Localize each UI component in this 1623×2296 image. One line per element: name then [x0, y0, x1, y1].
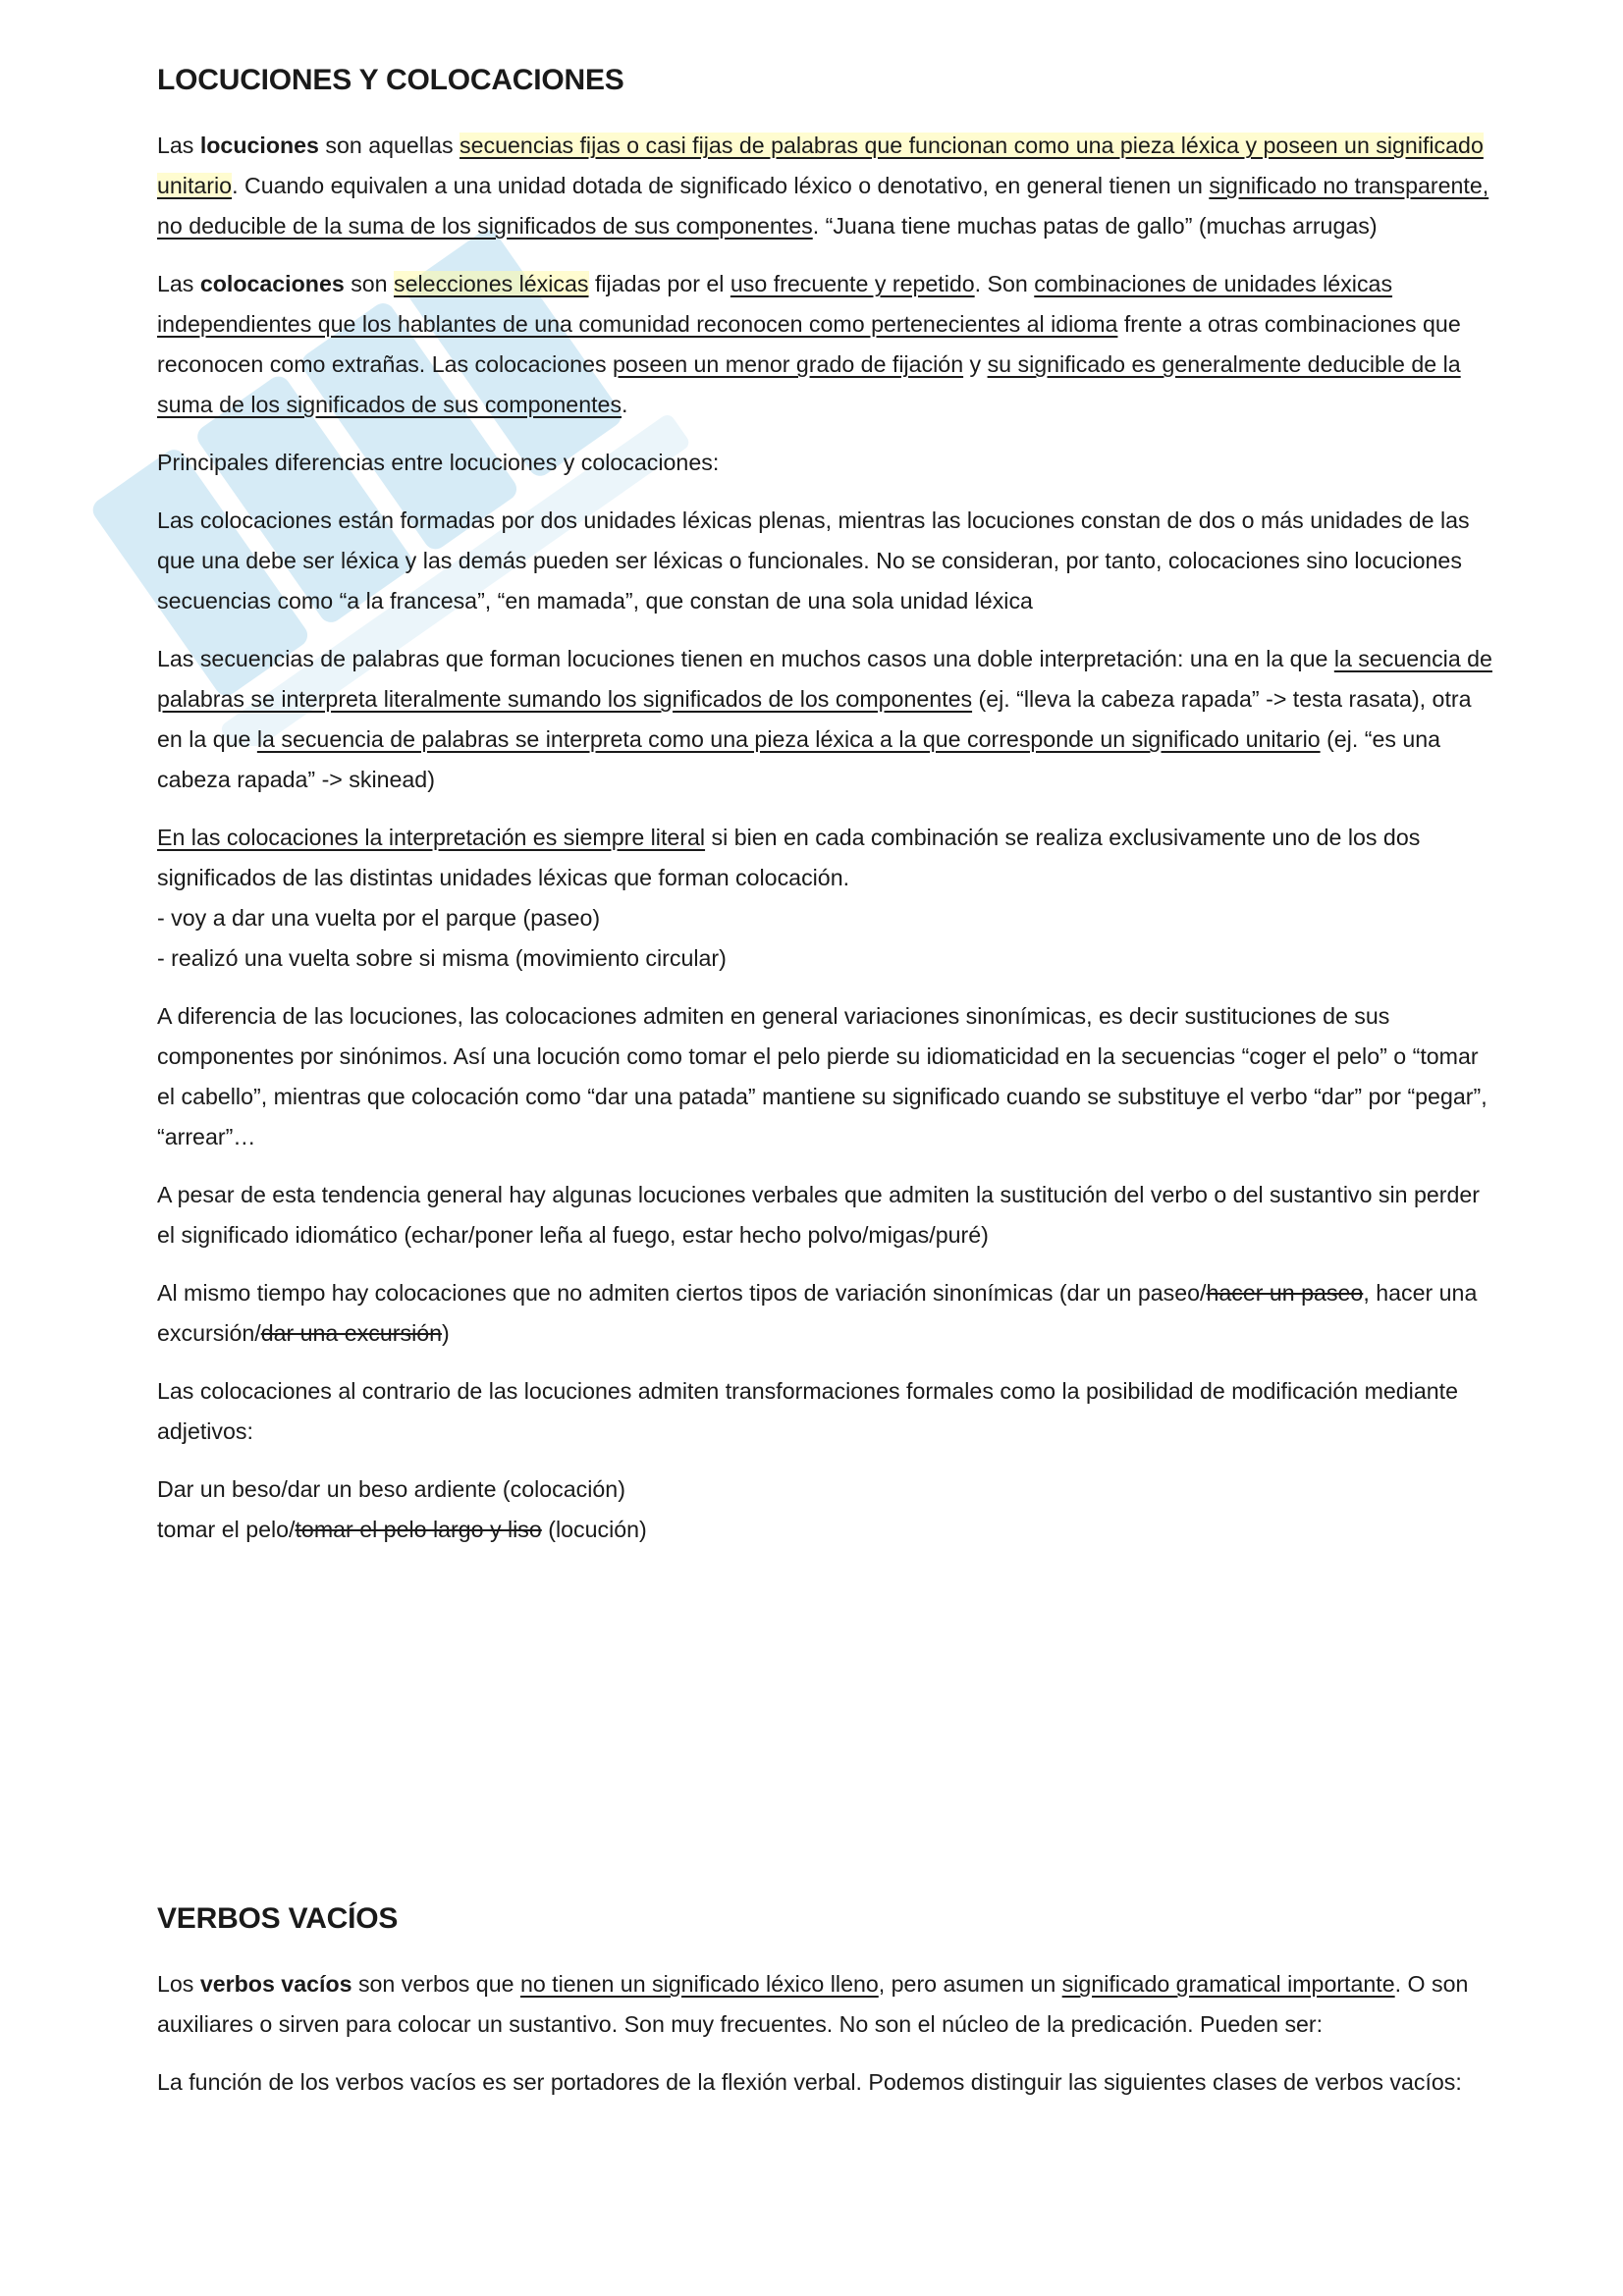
paragraph-adjective-examples: Dar un beso/dar un beso ardiente (colocación) tomar el pelo/tomar el pelo largo y liso (locución)	[157, 1476, 647, 1542]
example-line: Dar un beso/dar un beso ardiente (colocación)	[157, 1476, 625, 1502]
document-content	[157, 57, 1492, 2103]
paragraph-verbos-vacios-definition: Los verbos vacíos son verbos que no tienen un significado léxico lleno, pero asumen un significado gramatical importante. O son auxiliares o sirven para colocar un sustantivo. Son muy frecuentes. No son el núcleo de la predicación. Pueden ser:	[157, 1971, 1469, 2037]
paragraph-no-variation: Al mismo tiempo hay colocaciones que no admiten ciertos tipos de variación sinonímicas (dar un paseo/hacer un paseo, hacer una excursión/dar una excursión)	[157, 1280, 1478, 1346]
paragraph-formal-transformations: Las colocaciones al contrario de las locuciones admiten transformaciones formales como la posibilidad de modificación mediante adjetivos:	[157, 1378, 1458, 1444]
paragraph-difference-interpretation: Las secuencias de palabras que forman locuciones tienen en muchos casos una doble interpretación: una en la que la secuencia de palabras se interpreta literalmente sumando los significados de los componentes (ej. “lleva la cabeza rapada” -> testa rasata), otra en la que la secuencia de palabras se interpreta como una pieza léxica a la que corresponde un significado unitario (ej. “es una cabeza rapada” -> skinead)	[157, 646, 1492, 792]
example-line: - voy a dar una vuelta por el parque (paseo)	[157, 905, 601, 931]
paragraph-difference-units: Las colocaciones están formadas por dos unidades léxicas plenas, mientras las locuciones constan de dos o más unidades de las que una debe ser léxica y las demás pueden ser léxicas o funcionales. No se consideran, por tanto, colocaciones sino locuciones secuencias como “a la francesa”, “en mamada”, que constan de una sola unidad léxica	[157, 507, 1470, 614]
example-line: - realizó una vuelta sobre si misma (movimiento circular)	[157, 945, 727, 971]
section-title-verbos-vacios: VERBOS VACÍOS	[157, 1902, 399, 1935]
paragraph-verbal-locutions: A pesar de esta tendencia general hay algunas locuciones verbales que admiten la sustitución del verbo o del sustantivo sin perder el significado idiomático (echar/poner leña al fuego, estar hecho polvo/migas/puré)	[157, 1182, 1481, 1248]
paragraph-colocaciones-definition: Las colocaciones son selecciones léxicas fijadas por el uso frecuente y repetido. Son combinaciones de unidades léxicas independientes que los hablantes de una comunidad reconocen como pertenecientes al idioma frente a otras combinaciones que reconocen como extrañas. Las colocaciones poseen un menor grado de fijación y su significado es generalmente deducible de la suma de los significados de sus componentes.	[157, 271, 1461, 417]
paragraph-locuciones-definition: Las locuciones son aquellas secuencias fijas o casi fijas de palabras que funcionan como una pieza léxica y poseen un significado unitario. Cuando equivalen a una unidad dotada de significado léxico o denotativo, en general tienen un significado no transparente, no deducible de la suma de los significados de sus componentes. “Juana tiene muchas patas de gallo” (muchas arrugas)	[157, 133, 1489, 239]
paragraph-synonymic-variation: A diferencia de las locuciones, las colocaciones admiten en general variaciones sinonímicas, es decir sustituciones de sus componentes por sinónimos. Así una locución como tomar el pelo pierde su idiomaticidad en la secuencias “coger el pelo” o “tomar el cabello”, mientras que colocación como “dar una patada” mantiene su significado cuando se substituye el verbo “dar” por “pegar”, “arrear”…	[157, 1003, 1488, 1149]
paragraph-differences-intro: Principales diferencias entre locuciones y colocaciones:	[157, 450, 720, 475]
paragraph-verbos-vacios-function: La función de los verbos vacíos es ser portadores de la flexión verbal. Podemos distinguir las siguientes clases de verbos vacíos:	[157, 2069, 1462, 2095]
section-title-locuciones: LOCUCIONES Y COLOCACIONES	[157, 64, 624, 96]
paragraph-literal-interpretation: En las colocaciones la interpretación es siempre literal si bien en cada combinación se realiza exclusivamente uno de los dos significados de las distintas unidades léxicas que forman colocación. - voy a dar una vuelta por el parque (paseo) - realizó una vuelta sobre si misma (movimiento circular)	[157, 825, 1421, 971]
